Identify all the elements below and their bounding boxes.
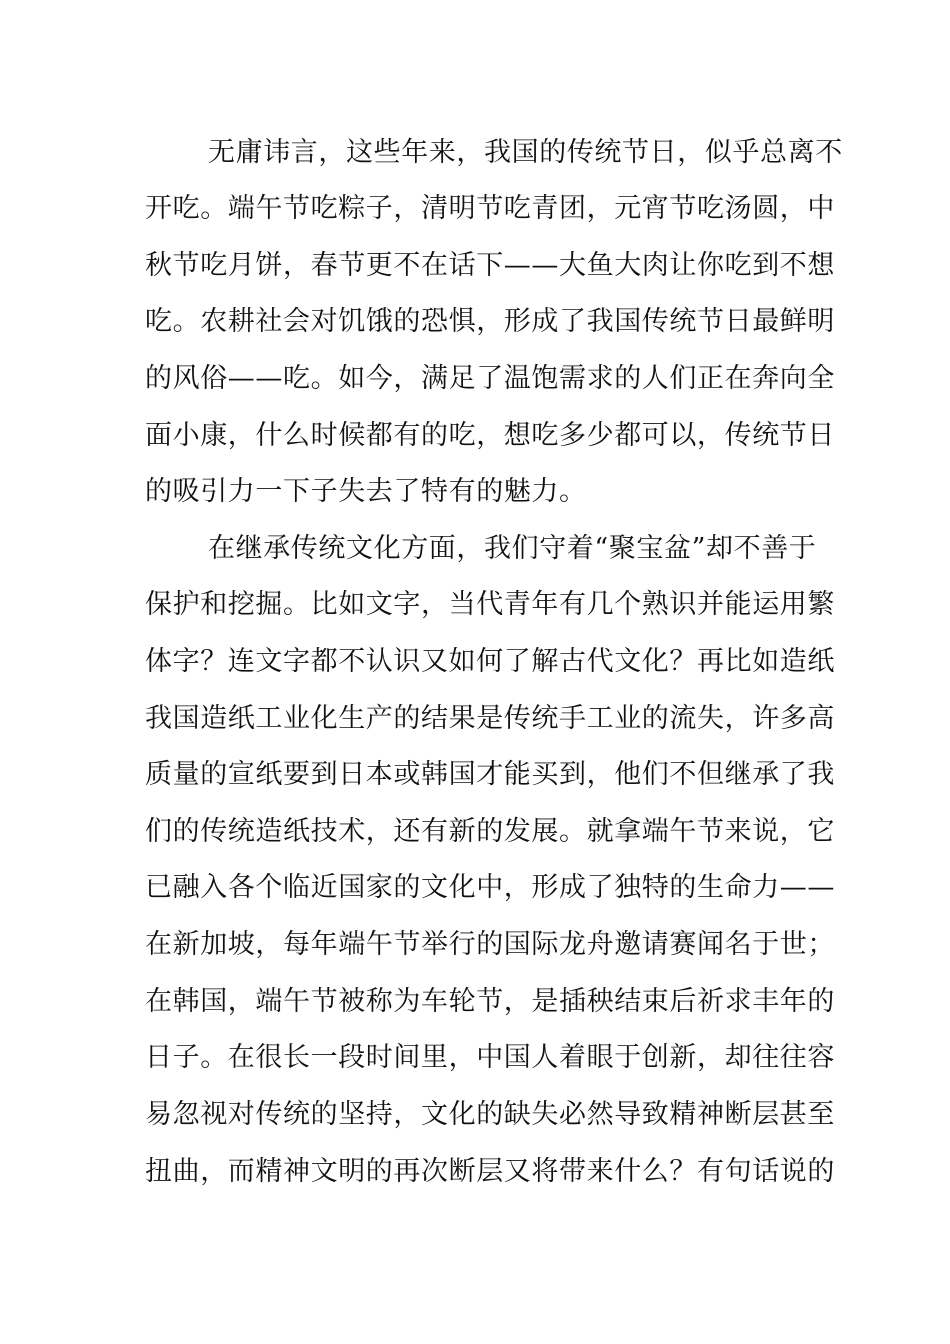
text-line: 在新加坡，每年端午节举行的国际龙舟邀请赛闻名于世；	[145, 929, 835, 960]
text-line: 在继承传统文化方面，我们守着“聚宝盆”却不善于	[208, 533, 817, 564]
text-line: 无庸讳言，这些年来，我国的传统节日，似乎总离不	[208, 137, 843, 168]
text-line: 面小康，什么时候都有的吃，想吃多少都可以，传统节日	[145, 420, 835, 451]
text-line: 日子。在很长一段时间里，中国人着眼于创新，却往往容	[145, 1042, 835, 1073]
text-line: 扭曲，而精神文明的再次断层又将带来什么？有句话说的	[145, 1156, 835, 1187]
text-line: 在韩国，端午节被称为车轮节，是插秧结束后祈求丰年的	[145, 986, 835, 1017]
text-line: 体字？连文字都不认识又如何了解古代文化？再比如造纸	[145, 646, 835, 677]
text-line: 易忽视对传统的坚持，文化的缺失必然导致精神断层甚至	[145, 1099, 835, 1130]
text-line: 秋节吃月饼，春节更不在话下——大鱼大肉让你吃到不想	[145, 250, 835, 281]
text-line: 的吸引力一下子失去了特有的魅力。	[145, 476, 587, 507]
text-line: 的风俗——吃。如今，满足了温饱需求的人们正在奔向全	[145, 363, 835, 394]
text-line: 开吃。端午节吃粽子，清明节吃青团，元宵节吃汤圆，中	[145, 193, 835, 224]
text-line: 保护和挖掘。比如文字，当代青年有几个熟识并能运用繁	[145, 589, 835, 620]
text-line: 我国造纸工业化生产的结果是传统手工业的流失，许多高	[145, 703, 835, 734]
text-line: 们的传统造纸技术，还有新的发展。就拿端午节来说，它	[145, 816, 835, 847]
text-line: 吃。农耕社会对饥饿的恐惧，形成了我国传统节日最鲜明	[145, 306, 835, 337]
text-line: 质量的宣纸要到日本或韩国才能买到，他们不但继承了我	[145, 759, 835, 790]
text-line: 已融入各个临近国家的文化中，形成了独特的生命力——	[145, 872, 835, 903]
